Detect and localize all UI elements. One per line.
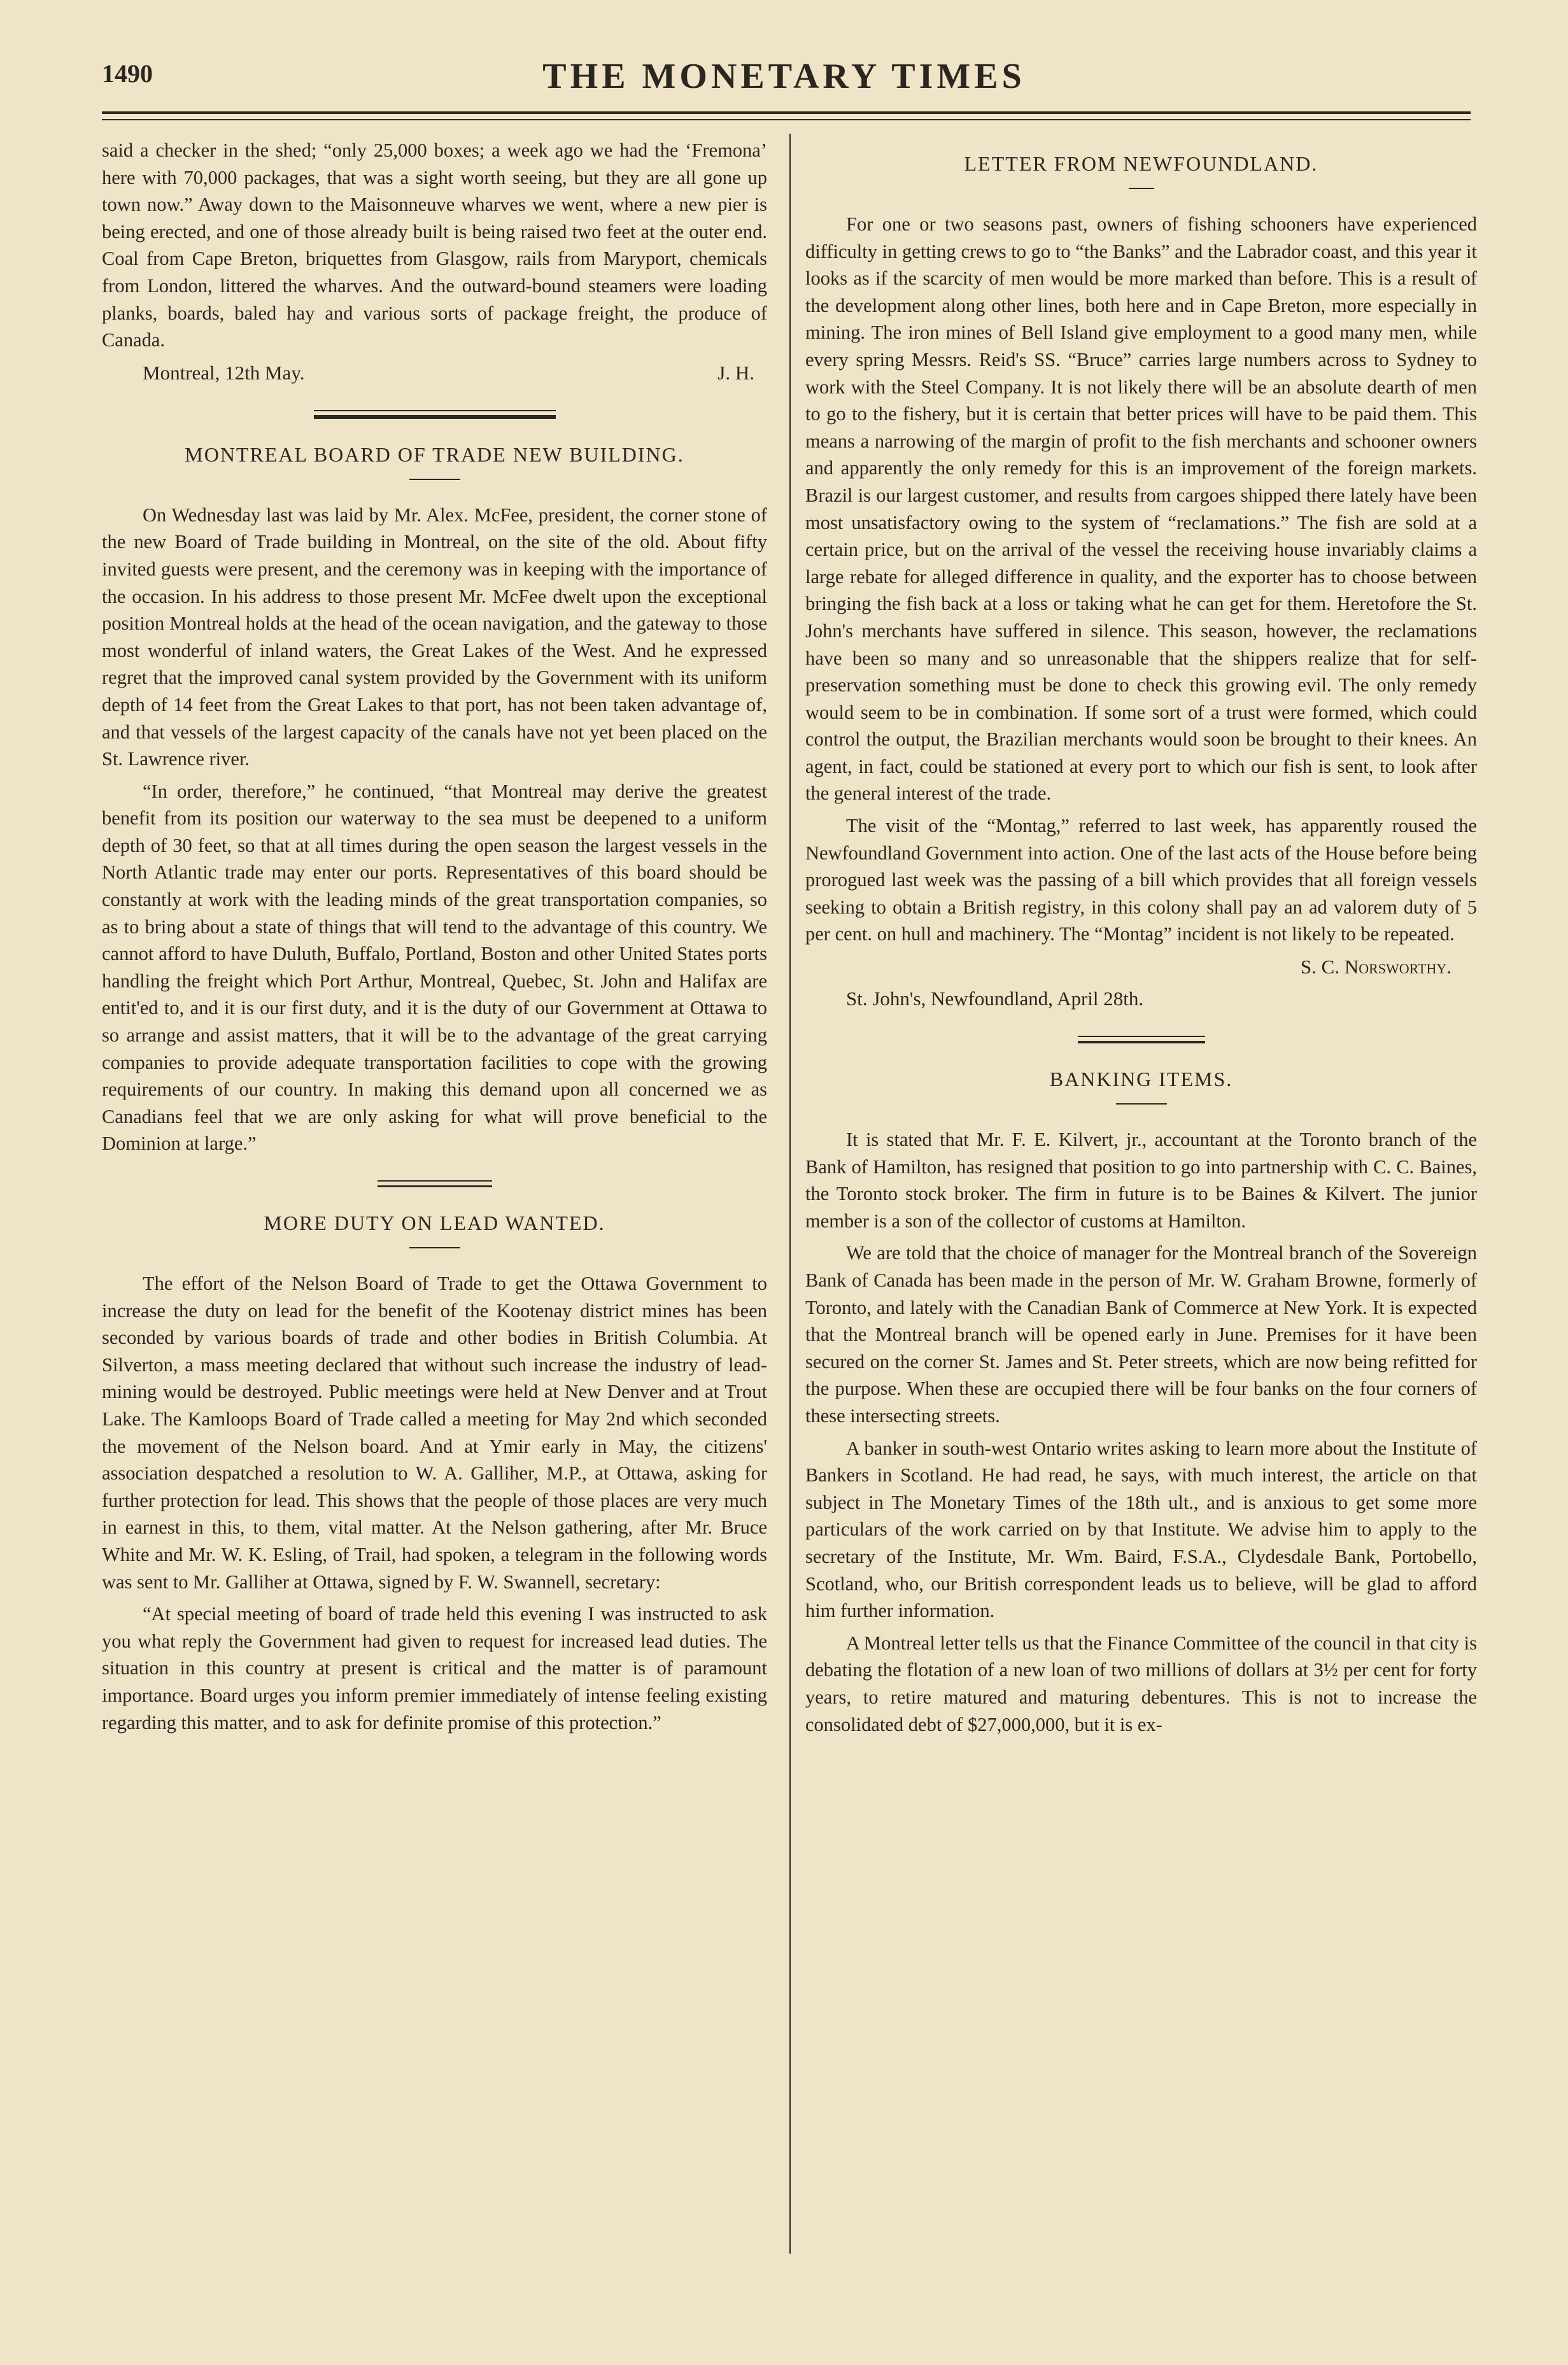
section-heading-banking: BANKING ITEMS. (1049, 1068, 1233, 1091)
heading-dash (1116, 1103, 1167, 1105)
heading-dash (1129, 188, 1154, 189)
article-paragraph: The effort of the Nelson Board of Trade to get the Ottawa Government to increase the duty on lead for the benefit of the Kootenay district mines has been seconded by various boards of trade and other bodies in British Columbia. At Silverton, a mass meeting declared that without such increase the industry of lead-mining would be destroyed. Public meetings were held at New Denver and at Trout Lake. The Kamloops Board of Trade called a meeting for May 2nd which seconded the movement of the Nelson board. And at Ymir early in May, the citizens' association despatched a resolution to W. A. Galliher, M.P., at Ottawa, asking for further protection for lead. This shows that the people of those places are very much in earnest in this, to them, vital matter. At the Nelson gathering, after Mr. Bruce White and Mr. W. K. Esling, of Trail, had spoken, a telegram in the following words was sent to Mr. Galliher at Ottawa, signed by F. W. Swannell, secretary: (102, 1273, 767, 1593)
article-dateline: St. John's, Newfoundland, April 28th. (846, 987, 1144, 1010)
intro-place: Montreal, 12th May. (143, 361, 305, 384)
column-divider (789, 134, 791, 2254)
section-separator (314, 410, 556, 419)
section-heading-board-of-trade: MONTREAL BOARD OF TRADE NEW BUILDING. (185, 442, 684, 466)
intro-signature: J. H. (717, 361, 754, 384)
left-column (102, 137, 767, 1741)
heading-dash (409, 479, 460, 480)
article-paragraph: The visit of the “Montag,” referred to last week, has apparently roused the Newfoundland Government into action. One of the last acts of the House before being prorogued last week was the passing of a bill which provides that all foreign vessels seeking to obtain a British registry, in this colony shall pay an ad valorem duty of 5 per cent. on hull and machinery. The “Montag” incident is not likely to be repeated. (805, 815, 1477, 945)
section-heading-lead-duty: MORE DUTY ON LEAD WANTED. (264, 1211, 605, 1234)
heading-dash (409, 1247, 460, 1248)
page-number: 1490 (102, 59, 153, 88)
section-separator (378, 1180, 492, 1187)
intro-paragraph: said a checker in the shed; “only 25,000 boxes; a week ago we had the ‘Fremona’ here with 70,000 packages, that was a sight worth seeing, but they are all gone up town now.” Away down to the Maisonneuve wharves we went, where a new pier is being erected, and one of those already built is being raised two feet at the outer end. Coal from Cape Breton, briquettes from Glasgow, rails from Maryport, chemicals from London, littered the wharves. And the outward-bound steamers were loading planks, boards, baled hay and various sorts of package freight, the produce of Canada. (102, 139, 767, 351)
header-rule (102, 111, 1471, 114)
article-dateline-row (805, 985, 1477, 1013)
article-paragraph: For one or two seasons past, owners of fishing schooners have experienced difficulty in getting crews to go to “the Banks” and the Labrador coast, and this year it looks as if the scarcity of men would be more marked than before. This is a result of the development along other lines, both here and in Cape Breton, more especially in mining. The iron mines of Bell Island give employment to a good many men, while every spring Messrs. Reid's SS. “Bruce” carries large numbers across to Sydney to work with the Steel Company. It is not likely there will be an absolute dearth of men to go to the fishery, but it is certain that better prices will have to be paid them. This means a narrowing of the margin of profit to the fish merchants and schooner owners and apparently the only remedy for this is an improvement of the foreign markets. Brazil is our largest customer, and results from cargoes shipped there lately have been most unsatisfactory owing to the system of “reclamations.” The fish are sold at a certain price, but on the arrival of the vessel the receiving house invariably claims a large rebate for alleged difference in quality, and the exporter has to choose between bringing the fish back at a loss or taking what he can get for them. Heretofore the St. John's merchants have suffered in silence. This season, however, the reclamations have been so many and so unreasonable that the shippers realize that for self-preservation something must be done to check this growing evil. The only remedy would seem to be in combination. If some sort of a trust were formed, which could control the output, the Brazilian merchants would soon be brought to their knees. An agent, in fact, could be stationed at every port to which our fish is sent, to look after the general interest of the trade. (805, 213, 1477, 805)
intro-signoff (102, 359, 767, 387)
article-paragraph: A banker in south-west Ontario writes asking to learn more about the Institute of Bankers in Scotland. He had read, he says, with much interest, the article on that subject in The Monetary Times of the 18th ult., and is anxious to get some more particulars of the work carried on by that Institute. We advise him to apply to the secretary of the Institute, Mr. Wm. Baird, F.S.A., Clydesdale Bank, Portobello, Scotland, who, our British correspondent leads us to believe, will be glad to afford him further information. (805, 1437, 1477, 1622)
section-separator (1078, 1036, 1205, 1043)
article-paragraph: We are told that the choice of manager for the Montreal branch of the Sovereign Bank of Canada has been made in the person of Mr. W. Graham Browne, formerly of Toronto, and lately with the Canadian Bank of Commerce at New York. It is expected that the Montreal branch will be opened early in June. Premises for it have been secured on the corner St. James and St. Peter streets, which are now being refitted for the purpose. When these are occupied there will be four banks on the four corners of these intersecting streets. (805, 1242, 1477, 1427)
right-column (805, 137, 1477, 1743)
article-paragraph: A Montreal letter tells us that the Finance Committee of the council in that city is debating the flotation of a new loan of two millions of dollars at 3½ per cent for forty years, to retire matured and maturing debentures. This is not to increase the consolidated debt of $27,000,000, but it is ex- (805, 1632, 1477, 1735)
article-paragraph: “At special meeting of board of trade held this evening I was instructed to ask you what reply the Government had given to request for increased lead duties. The situation in this country at present is critical and the matter is of paramount importance. Board urges you inform premier immediately of intense feeling existing regarding this matter, and to ask for definite promise of this protection.” (102, 1603, 767, 1733)
article-paragraph: It is stated that Mr. F. E. Kilvert, jr., accountant at the Toronto branch of the Bank of Hamilton, has resigned that position to go into partnership with C. C. Baines, the Toronto stock broker. The firm in future is to be Baines & Kilvert. The junior member is a son of the collector of customs at Hamilton. (805, 1129, 1477, 1232)
running-title: THE MONETARY TIMES (542, 57, 1026, 96)
article-paragraph: “In order, therefore,” he continued, “that Montreal may derive the greatest benefit from its position our waterway to the sea must be deepened to a uniform depth of 30 feet, so that at all times during the open season the largest vessels in the North Atlantic trade may enter our ports. Representatives of this board should be constantly at work with the leading minds of the great transportation companies, so as to bring about a state of things that will tend to the advantage of this country. We cannot afford to have Duluth, Buffalo, Portland, Boston and other United States ports handling the freight which Port Arthur, Montreal, Quebec, St. John and Halifax are entit'ed to, and it is our first duty, and it is the duty of our Government at Ottawa to so arrange and assist matters, that it will be to the advantage of the great carrying companies to provide adequate transportation facilities to cope with the growing requirements of our country. In making this demand upon all concerned we as Canadians feel that we are only asking for what will prove beneficial to the Dominion at large.” (102, 780, 767, 1155)
article-paragraph: On Wednesday last was laid by Mr. Alex. McFee, president, the corner stone of the new Board of Trade building in Montreal, on the site of the old. About fifty invited guests were present, and the ceremony was in keeping with the importance of the occasion. In his address to those present Mr. McFee dwelt upon the exceptional position Montreal holds at the head of the ocean navigation, and the gateway to those most wonderful of inland waters, the Great Lakes of the West. And he expressed regret that the improved canal system provided by the Government with its uniform depth of 14 feet from the Great Lakes to that port, has not been taken advantage of, and that vessels of the largest capacity of the canals have not yet been placed on the St. Lawrence river. (102, 504, 767, 770)
article-signature: S. C. Norsworthy. (1300, 956, 1451, 978)
header-rule-thin (102, 119, 1471, 120)
section-heading-newfoundland: LETTER FROM NEWFOUNDLAND. (964, 152, 1318, 175)
